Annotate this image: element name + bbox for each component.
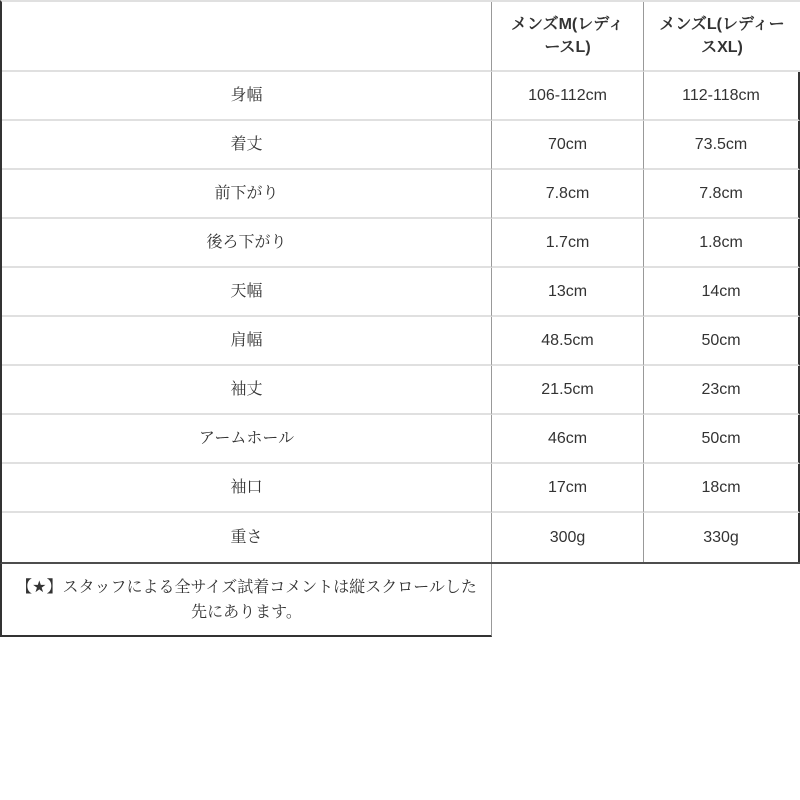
row-label: 重さ [2,513,492,562]
value-mens-m: 70cm [492,121,644,170]
value-mens-l: 73.5cm [644,121,800,170]
row-label: アームホール [2,415,492,464]
row-label: 身幅 [2,72,492,121]
value-mens-l: 7.8cm [644,170,800,219]
value-mens-m: 13cm [492,268,644,317]
row-label: 天幅 [2,268,492,317]
row-label: 前下がり [2,170,492,219]
value-mens-m: 21.5cm [492,366,644,415]
value-mens-m: 48.5cm [492,317,644,366]
header-mens-l: メンズL(レディースXL) [644,2,800,72]
value-mens-l: 18cm [644,464,800,513]
value-mens-l: 330g [644,513,800,562]
value-mens-m: 1.7cm [492,219,644,268]
value-mens-m: 300g [492,513,644,562]
value-mens-l: 50cm [644,317,800,366]
row-label: 肩幅 [2,317,492,366]
value-mens-m: 17cm [492,464,644,513]
value-mens-l: 14cm [644,268,800,317]
value-mens-m: 7.8cm [492,170,644,219]
row-label: 後ろ下がり [2,219,492,268]
value-mens-m: 46cm [492,415,644,464]
row-label: 着丈 [2,121,492,170]
size-note-cell [0,564,492,637]
value-mens-l: 1.8cm [644,219,800,268]
size-note-text: 【★】スタッフによる全サイズ試着コメントは縦スクロールした先にあります。 [16,578,477,621]
value-mens-l: 112-118cm [644,72,800,121]
value-mens-l: 50cm [644,415,800,464]
row-label: 袖口 [2,464,492,513]
header-mens-m: メンズM(レディースL) [492,2,644,72]
value-mens-m: 106-112cm [492,72,644,121]
row-label: 袖丈 [2,366,492,415]
value-mens-l: 23cm [644,366,800,415]
header-measurement-blank [2,2,492,72]
